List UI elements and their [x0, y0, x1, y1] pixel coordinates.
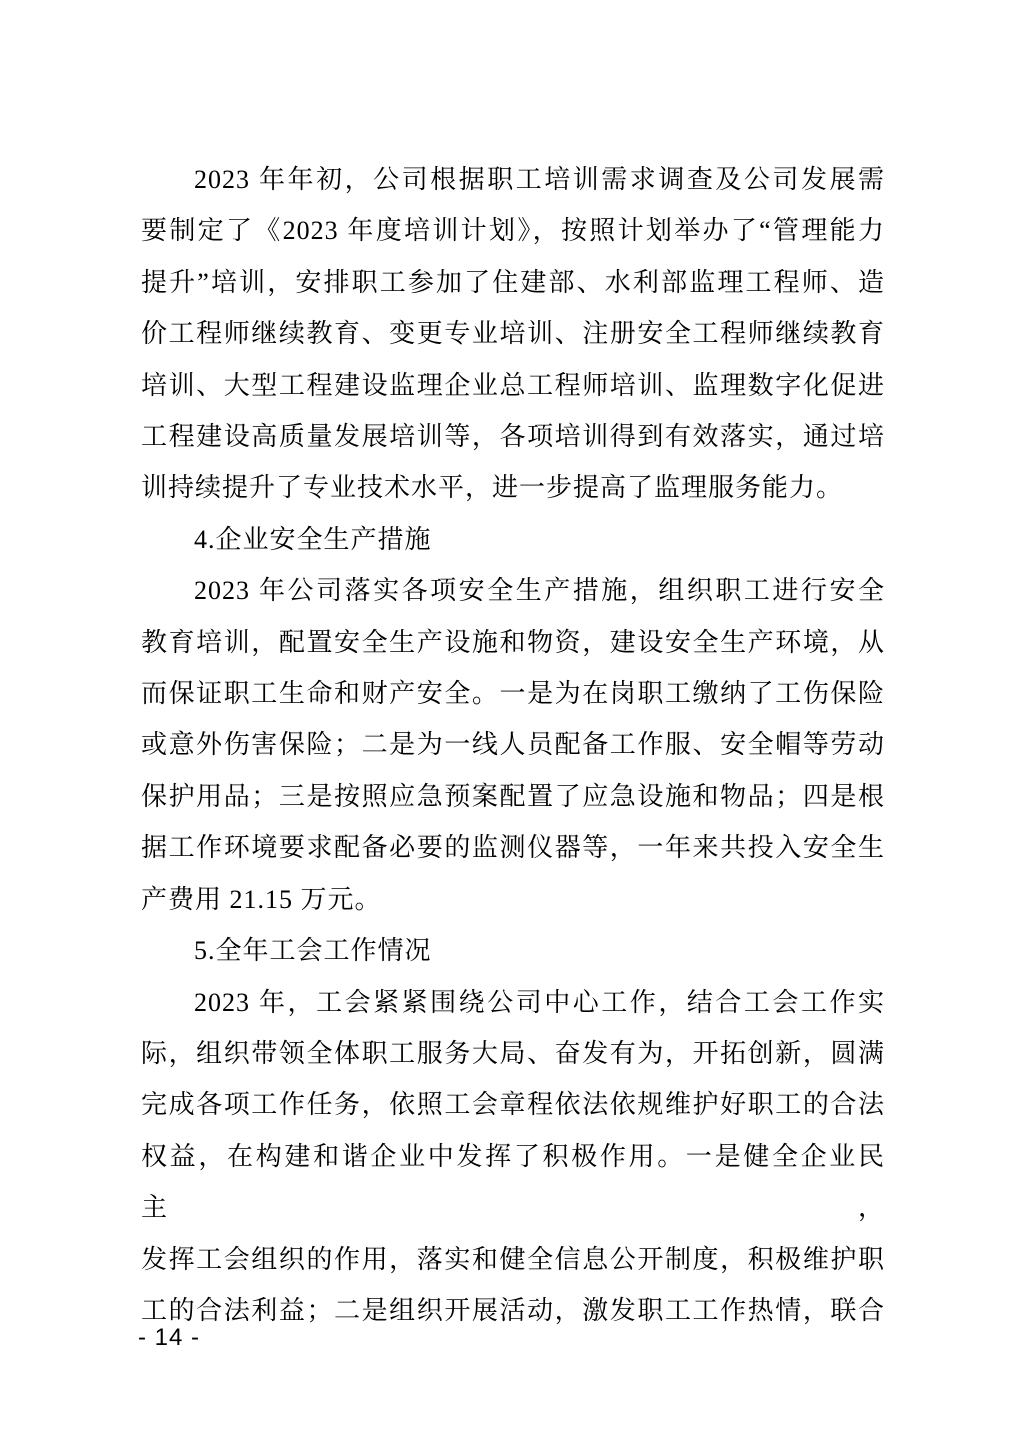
document-body [141, 154, 885, 1336]
text-line: 提升”培训，安排职工参加了住建部、水利部监理工程师、造 [141, 267, 885, 297]
text-line: 完成各项工作任务，依照工会章程依法依规维护好职工的合法 [141, 1090, 885, 1120]
text-line: 保护用品；三是按照应急预案配置了应急设施和物品；四是根 [141, 781, 885, 811]
text-line: 产费用 21.15 万元。 [141, 884, 382, 914]
text-line: 际，组织带领全体职工服务大局、奋发有为，开拓创新，圆满 [141, 1038, 885, 1068]
text-line: 工的合法利益；二是组织开展活动，激发职工工作热情，联合 [141, 1295, 885, 1325]
text-line: 要制定了《2023 年度培训计划》，按照计划举办了“管理能力 [141, 216, 885, 246]
text-line: 价工程师继续教育、变更专业培训、注册安全工程师继续教育 [141, 319, 885, 349]
text-line: 2023 年公司落实各项安全生产措施，组织职工进行安全 [194, 576, 885, 606]
text-line: 2023 年，工会紧紧围绕公司中心工作，结合工会工作实 [194, 987, 885, 1017]
text-line: 发挥工会组织的作用，落实和健全信息公开制度，积极维护职 [141, 1244, 885, 1274]
text-line: 权益，在构建和谐企业中发挥了积极作用。一是健全企业民主， [141, 1141, 885, 1223]
text-line: 工程建设高质量发展培训等，各项培训得到有效落实，通过培 [141, 422, 885, 452]
text-line: 或意外伤害保险；二是为一线人员配备工作服、安全帽等劳动 [141, 730, 885, 760]
text-line: 据工作环境要求配备必要的监测仪器等，一年来共投入安全生 [141, 833, 885, 863]
text-line: 训持续提升了专业技术水平，进一步提高了监理服务能力。 [141, 473, 844, 503]
heading-line: 4.企业安全生产措施 [194, 524, 432, 554]
text-line: 教育培训，配置安全生产设施和物资，建设安全生产环境，从 [141, 627, 885, 657]
text-line: 2023 年年初，公司根据职工培训需求调查及公司发展需 [194, 165, 885, 194]
heading-line: 5.全年工会工作情况 [194, 936, 432, 966]
text-line: 而保证职工生命和财产安全。一是为在岗职工缴纳了工伤保险 [141, 679, 885, 709]
text-line: 培训、大型工程建设监理企业总工程师培训、监理数字化促进 [141, 370, 885, 400]
page-number: - 14 - [138, 1324, 201, 1351]
